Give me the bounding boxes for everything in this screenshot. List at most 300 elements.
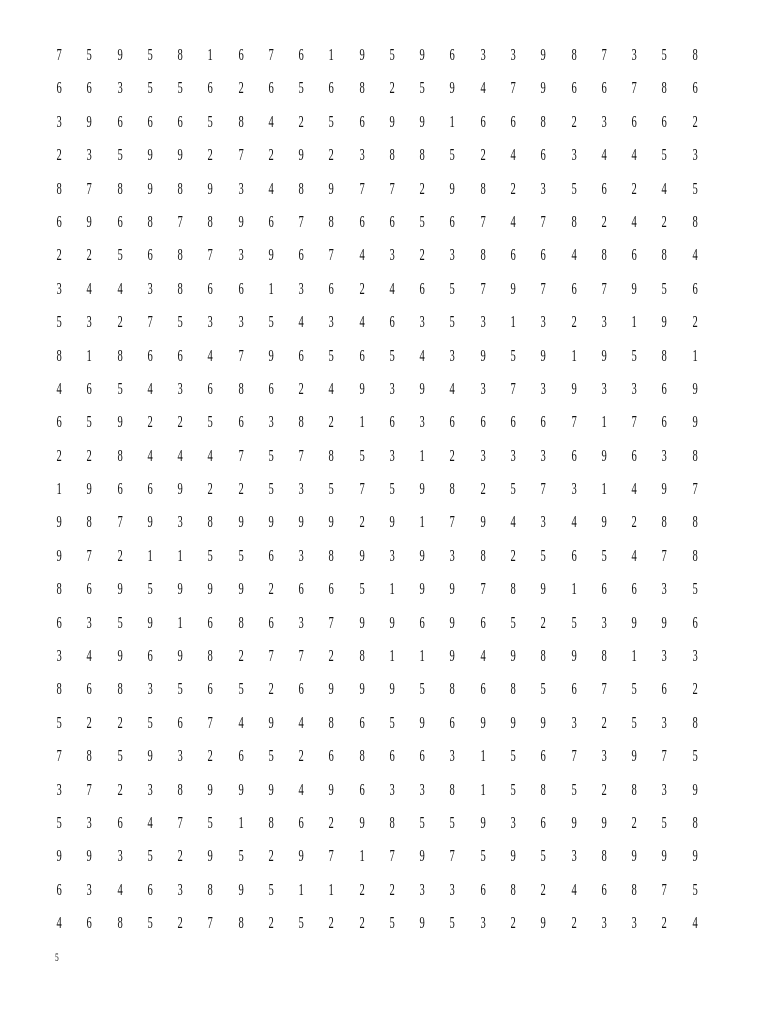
- digit-cell: 5: [419, 78, 425, 98]
- digit-cell: 9: [117, 412, 123, 432]
- digit-cell: 2: [268, 579, 274, 599]
- digit-cell: 9: [117, 45, 123, 64]
- digit-cell: 6: [147, 245, 153, 265]
- digit-cell: 3: [389, 779, 395, 799]
- digit-cell: 8: [298, 412, 304, 432]
- digit-cell: 9: [298, 512, 304, 532]
- digit-cell: 9: [540, 45, 547, 64]
- digit-cell: 8: [117, 445, 123, 465]
- digit-cell: 9: [359, 45, 365, 64]
- digit-cell: 2: [419, 178, 425, 198]
- digit-cell: 5: [117, 245, 123, 265]
- digit-cell: 5: [268, 746, 274, 766]
- digit-cell: 9: [480, 812, 486, 832]
- digit-cell: 6: [86, 913, 93, 933]
- digit-cell: 5: [419, 679, 425, 699]
- digit-cell: 6: [86, 679, 93, 699]
- digit-cell: 9: [540, 78, 547, 98]
- digit-cell: 5: [692, 579, 698, 599]
- digit-cell: 6: [480, 412, 486, 432]
- digit-cell: 7: [359, 178, 365, 198]
- digit-cell: 2: [328, 913, 335, 933]
- digit-cell: 9: [692, 378, 698, 398]
- digit-cell: 6: [268, 545, 274, 565]
- digit-cell: 2: [117, 545, 123, 565]
- digit-cell: 5: [86, 412, 93, 432]
- digit-cell: 7: [540, 211, 547, 231]
- digit-cell: 1: [510, 312, 516, 332]
- digit-cell: 6: [571, 78, 577, 98]
- digit-cell: 3: [449, 545, 456, 565]
- digit-row: [44, 112, 710, 145]
- digit-cell: 9: [389, 512, 395, 532]
- digit-cell: 2: [359, 512, 365, 532]
- digit-cell: 6: [298, 45, 304, 64]
- digit-cell: 8: [510, 679, 516, 699]
- digit-cell: 6: [207, 378, 214, 398]
- digit-cell: 9: [359, 812, 365, 832]
- digit-cell: 6: [540, 245, 547, 265]
- digit-cell: 5: [661, 278, 668, 298]
- digit-cell: 6: [449, 712, 456, 732]
- digit-cell: 7: [298, 211, 304, 231]
- digit-cell: 5: [389, 913, 395, 933]
- digit-grid: [44, 45, 710, 947]
- digit-cell: 9: [601, 812, 607, 832]
- digit-cell: 2: [268, 679, 274, 699]
- digit-cell: 8: [56, 679, 62, 699]
- digit-cell: 9: [661, 479, 668, 499]
- digit-cell: 7: [86, 545, 93, 565]
- digit-cell: 5: [328, 479, 335, 499]
- digit-cell: 5: [238, 846, 244, 866]
- digit-cell: 6: [207, 612, 214, 632]
- digit-cell: 4: [268, 111, 274, 131]
- digit-cell: 6: [601, 879, 607, 899]
- digit-cell: 6: [56, 78, 62, 98]
- digit-cell: 5: [510, 345, 516, 365]
- page-number: 5: [55, 950, 59, 964]
- digit-cell: 7: [298, 445, 304, 465]
- digit-cell: 7: [389, 178, 395, 198]
- digit-cell: 6: [601, 579, 607, 599]
- digit-cell: 4: [631, 545, 637, 565]
- digit-cell: 3: [540, 378, 547, 398]
- digit-cell: 8: [56, 178, 62, 198]
- digit-cell: 9: [207, 579, 214, 599]
- digit-cell: 7: [661, 746, 668, 766]
- digit-cell: 8: [510, 879, 516, 899]
- digit-cell: 7: [510, 378, 516, 398]
- digit-cell: 8: [449, 679, 456, 699]
- digit-row: [44, 679, 710, 712]
- digit-cell: 9: [147, 178, 153, 198]
- digit-cell: 7: [480, 211, 486, 231]
- digit-cell: 9: [177, 479, 183, 499]
- digit-cell: 9: [661, 312, 668, 332]
- digit-cell: 6: [631, 579, 637, 599]
- digit-cell: 9: [601, 445, 607, 465]
- digit-cell: 4: [389, 278, 395, 298]
- digit-cell: 7: [571, 746, 577, 766]
- digit-cell: 9: [207, 846, 214, 866]
- digit-cell: 6: [540, 812, 547, 832]
- digit-cell: 9: [540, 579, 547, 599]
- digit-cell: 3: [86, 145, 93, 165]
- digit-cell: 5: [419, 812, 425, 832]
- digit-cell: 9: [540, 345, 547, 365]
- digit-cell: 7: [117, 512, 123, 532]
- digit-cell: 5: [117, 612, 123, 632]
- digit-cell: 3: [177, 378, 183, 398]
- digit-cell: 9: [177, 646, 183, 666]
- digit-cell: 7: [207, 245, 214, 265]
- digit-cell: 1: [571, 579, 577, 599]
- digit-cell: 1: [601, 479, 607, 499]
- digit-cell: 2: [238, 646, 244, 666]
- digit-cell: 3: [631, 45, 637, 64]
- digit-cell: 9: [298, 145, 304, 165]
- digit-cell: 3: [86, 312, 93, 332]
- digit-cell: 9: [147, 746, 153, 766]
- digit-cell: 7: [692, 479, 698, 499]
- digit-cell: 1: [419, 445, 425, 465]
- digit-cell: 3: [86, 812, 93, 832]
- digit-cell: 6: [328, 278, 335, 298]
- digit-cell: 6: [449, 211, 456, 231]
- digit-row: [44, 579, 710, 612]
- digit-cell: 5: [56, 712, 62, 732]
- digit-row: [44, 179, 710, 212]
- digit-cell: 2: [631, 512, 637, 532]
- digit-cell: 6: [389, 312, 395, 332]
- digit-cell: 5: [268, 479, 274, 499]
- digit-cell: 7: [601, 679, 607, 699]
- digit-cell: 3: [540, 512, 547, 532]
- digit-cell: 5: [631, 345, 637, 365]
- digit-cell: 3: [298, 479, 304, 499]
- digit-cell: 3: [480, 913, 486, 933]
- digit-cell: 5: [298, 78, 304, 98]
- digit-cell: 8: [389, 812, 395, 832]
- digit-cell: 7: [86, 779, 93, 799]
- digit-cell: 5: [147, 913, 153, 933]
- digit-cell: 8: [389, 145, 395, 165]
- digit-cell: 7: [238, 445, 244, 465]
- digit-cell: 8: [692, 445, 698, 465]
- digit-cell: 5: [117, 145, 123, 165]
- digit-cell: 6: [238, 278, 244, 298]
- digit-cell: 9: [328, 779, 335, 799]
- digit-cell: 2: [601, 211, 607, 231]
- digit-cell: 8: [449, 779, 456, 799]
- digit-cell: 6: [56, 612, 62, 632]
- digit-cell: 8: [601, 846, 607, 866]
- digit-cell: 3: [601, 312, 607, 332]
- digit-cell: 9: [86, 211, 93, 231]
- digit-cell: 5: [389, 712, 395, 732]
- digit-cell: 9: [238, 579, 244, 599]
- digit-cell: 8: [571, 211, 577, 231]
- digit-cell: 2: [117, 712, 123, 732]
- digit-cell: 6: [86, 378, 93, 398]
- digit-cell: 1: [419, 646, 425, 666]
- digit-cell: 9: [419, 712, 425, 732]
- digit-cell: 6: [177, 345, 183, 365]
- digit-cell: 8: [238, 913, 244, 933]
- digit-cell: 6: [359, 712, 365, 732]
- digit-cell: 8: [419, 145, 425, 165]
- digit-cell: 5: [177, 78, 183, 98]
- digit-cell: 6: [571, 679, 577, 699]
- digit-cell: 9: [238, 512, 244, 532]
- digit-row: [44, 312, 710, 345]
- digit-cell: 2: [389, 78, 395, 98]
- digit-cell: 3: [177, 746, 183, 766]
- digit-cell: 9: [419, 45, 425, 64]
- digit-cell: 6: [207, 278, 214, 298]
- digit-cell: 2: [177, 913, 183, 933]
- digit-cell: 1: [692, 345, 698, 365]
- digit-cell: 6: [661, 378, 668, 398]
- digit-cell: 6: [238, 746, 244, 766]
- digit-cell: 8: [328, 712, 335, 732]
- digit-cell: 3: [177, 879, 183, 899]
- digit-cell: 2: [177, 846, 183, 866]
- digit-cell: 5: [692, 879, 698, 899]
- digit-cell: 3: [268, 412, 274, 432]
- digit-cell: 9: [56, 545, 62, 565]
- digit-cell: 4: [510, 512, 516, 532]
- digit-cell: 6: [571, 445, 577, 465]
- digit-cell: 9: [328, 178, 335, 198]
- digit-cell: 7: [449, 846, 456, 866]
- digit-cell: 8: [480, 545, 486, 565]
- digit-cell: 9: [661, 846, 668, 866]
- digit-cell: 9: [419, 111, 425, 131]
- digit-cell: 2: [631, 178, 637, 198]
- digit-cell: 6: [692, 278, 698, 298]
- digit-cell: 1: [86, 345, 93, 365]
- digit-cell: 2: [86, 445, 93, 465]
- digit-cell: 2: [207, 145, 214, 165]
- digit-cell: 9: [86, 846, 93, 866]
- digit-cell: 1: [207, 45, 214, 64]
- digit-cell: 6: [419, 612, 425, 632]
- digit-cell: 2: [117, 779, 123, 799]
- digit-cell: 8: [661, 512, 668, 532]
- digit-cell: 3: [661, 579, 668, 599]
- digit-cell: 4: [147, 812, 153, 832]
- digit-cell: 3: [540, 178, 547, 198]
- digit-cell: 5: [571, 178, 577, 198]
- digit-cell: 9: [601, 512, 607, 532]
- digit-cell: 1: [56, 479, 62, 499]
- digit-cell: 6: [238, 45, 244, 64]
- digit-row: [44, 813, 710, 846]
- digit-cell: 3: [510, 812, 516, 832]
- digit-cell: 5: [328, 111, 335, 131]
- digit-cell: 5: [631, 679, 637, 699]
- digit-cell: 9: [540, 913, 547, 933]
- digit-cell: 2: [631, 812, 637, 832]
- digit-cell: 3: [601, 111, 607, 131]
- digit-cell: 3: [661, 445, 668, 465]
- digit-cell: 4: [449, 378, 456, 398]
- digit-cell: 5: [298, 913, 304, 933]
- digit-cell: 5: [510, 479, 516, 499]
- digit-cell: 6: [298, 679, 304, 699]
- digit-cell: 8: [117, 178, 123, 198]
- digit-cell: 3: [147, 679, 153, 699]
- digit-cell: 7: [56, 746, 62, 766]
- digit-cell: 3: [389, 245, 395, 265]
- digit-cell: 9: [692, 779, 698, 799]
- digit-cell: 1: [298, 879, 304, 899]
- digit-cell: 6: [540, 412, 547, 432]
- digit-cell: 4: [571, 879, 577, 899]
- digit-cell: 5: [449, 812, 456, 832]
- digit-cell: 5: [359, 445, 365, 465]
- digit-cell: 8: [540, 779, 547, 799]
- digit-cell: 8: [117, 679, 123, 699]
- digit-cell: 8: [298, 178, 304, 198]
- digit-cell: 2: [692, 111, 698, 131]
- digit-cell: 5: [449, 278, 456, 298]
- digit-row: [44, 880, 710, 913]
- digit-cell: 3: [449, 345, 456, 365]
- digit-cell: 3: [601, 913, 607, 933]
- digit-cell: 4: [661, 178, 668, 198]
- digit-cell: 4: [480, 646, 486, 666]
- digit-cell: 4: [571, 512, 577, 532]
- digit-cell: 5: [207, 111, 214, 131]
- digit-cell: 3: [86, 612, 93, 632]
- digit-cell: 7: [268, 45, 274, 64]
- digit-cell: 5: [238, 545, 244, 565]
- digit-cell: 6: [147, 879, 153, 899]
- digit-cell: 6: [510, 111, 516, 131]
- digit-cell: 2: [571, 312, 577, 332]
- digit-cell: 8: [117, 913, 123, 933]
- digit-row: [44, 512, 710, 545]
- digit-cell: 4: [86, 646, 93, 666]
- digit-cell: 6: [692, 612, 698, 632]
- digit-cell: 6: [117, 111, 123, 131]
- digit-row: [44, 546, 710, 579]
- digit-cell: 6: [389, 412, 395, 432]
- digit-cell: 2: [298, 746, 304, 766]
- digit-cell: 9: [268, 345, 274, 365]
- digit-cell: 1: [328, 45, 335, 64]
- digit-cell: 3: [389, 378, 395, 398]
- digit-cell: 4: [631, 145, 637, 165]
- digit-cell: 3: [389, 445, 395, 465]
- digit-cell: 7: [328, 846, 335, 866]
- digit-cell: 9: [571, 646, 577, 666]
- digit-cell: 8: [238, 378, 244, 398]
- digit-cell: 9: [661, 612, 668, 632]
- digit-row: [44, 646, 710, 679]
- digit-cell: 5: [147, 712, 153, 732]
- digit-cell: 4: [631, 211, 637, 231]
- digit-cell: 4: [419, 345, 425, 365]
- digit-cell: 9: [601, 345, 607, 365]
- digit-cell: 7: [540, 479, 547, 499]
- digit-cell: 4: [268, 178, 274, 198]
- digit-cell: 4: [298, 712, 304, 732]
- digit-cell: 4: [147, 445, 153, 465]
- digit-cell: 7: [268, 646, 274, 666]
- digit-cell: 8: [692, 812, 698, 832]
- digit-cell: 8: [601, 245, 607, 265]
- digit-cell: 9: [510, 712, 516, 732]
- digit-cell: 3: [177, 512, 183, 532]
- digit-cell: 7: [480, 278, 486, 298]
- digit-cell: 9: [56, 846, 62, 866]
- digit-cell: 8: [207, 211, 214, 231]
- digit-cell: 5: [601, 545, 607, 565]
- digit-cell: 3: [692, 646, 698, 666]
- digit-cell: 9: [540, 712, 547, 732]
- digit-cell: 3: [419, 779, 425, 799]
- digit-cell: 8: [328, 211, 335, 231]
- digit-cell: 8: [56, 345, 62, 365]
- digit-cell: 2: [510, 545, 516, 565]
- digit-cell: 3: [571, 479, 577, 499]
- digit-cell: 6: [207, 679, 214, 699]
- digit-cell: 9: [419, 913, 425, 933]
- digit-cell: 3: [117, 846, 123, 866]
- digit-cell: 6: [56, 412, 62, 432]
- digit-cell: 2: [540, 879, 547, 899]
- digit-cell: 5: [117, 746, 123, 766]
- digit-cell: 9: [571, 812, 577, 832]
- digit-cell: 8: [601, 646, 607, 666]
- digit-cell: 6: [449, 412, 456, 432]
- digit-cell: 8: [661, 245, 668, 265]
- digit-cell: 2: [480, 145, 486, 165]
- digit-cell: 9: [510, 278, 516, 298]
- digit-cell: 9: [147, 512, 153, 532]
- digit-cell: 3: [56, 646, 62, 666]
- digit-cell: 8: [328, 445, 335, 465]
- digit-cell: 2: [480, 479, 486, 499]
- digit-cell: 2: [56, 445, 62, 465]
- digit-cell: 9: [692, 412, 698, 432]
- digit-cell: 2: [328, 145, 335, 165]
- digit-cell: 5: [56, 812, 62, 832]
- digit-cell: 2: [328, 412, 335, 432]
- digit-cell: 9: [328, 512, 335, 532]
- digit-cell: 6: [147, 111, 153, 131]
- digit-cell: 9: [238, 211, 244, 231]
- digit-cell: 2: [571, 111, 577, 131]
- digit-cell: 7: [207, 712, 214, 732]
- digit-cell: 9: [419, 378, 425, 398]
- digit-cell: 6: [359, 345, 365, 365]
- digit-cell: 6: [449, 45, 456, 64]
- digit-cell: 4: [298, 779, 304, 799]
- digit-row: [44, 613, 710, 646]
- digit-cell: 6: [601, 78, 607, 98]
- digit-cell: 3: [419, 879, 425, 899]
- digit-cell: 7: [177, 211, 183, 231]
- digit-cell: 4: [207, 445, 214, 465]
- digit-row: [44, 145, 710, 178]
- digit-cell: 7: [601, 278, 607, 298]
- digit-cell: 5: [147, 846, 153, 866]
